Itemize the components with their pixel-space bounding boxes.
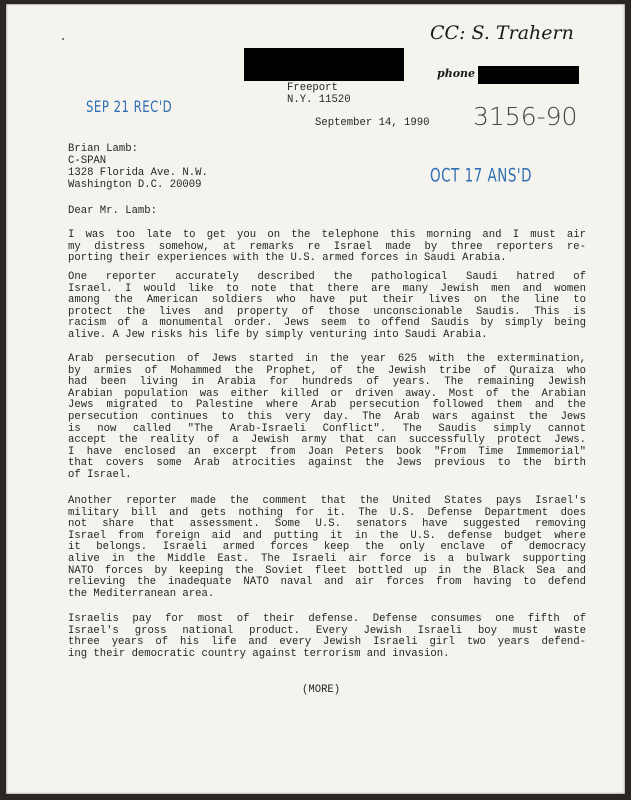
- text-line: porting their experiences with the U.S. armed forces in Saudi Arabia.: [68, 252, 507, 265]
- phone-label: phone: [437, 67, 476, 80]
- text-line: among the American soldiers who have put their lives on the line to: [68, 294, 586, 307]
- recipient-name: Brian Lamb:: [68, 143, 138, 155]
- text-line: Jews migrated to Palestine where Arab persecution followed them and the: [68, 399, 586, 412]
- text-line: Israel's gross national product. Every Jewish Israeli boy must waste: [68, 624, 586, 637]
- text-line: alive in the Middle East. The Israeli air force is a bulwark supporting: [68, 552, 586, 565]
- text-line: had been living in Arabia for hundreds of years. The remaining Jewish: [68, 376, 586, 389]
- text-line: by armies of Mohammed the Prophet, of the Jewish tribe of Quraiza who: [68, 364, 586, 377]
- text-line: Arabian population was either killed or driven away. Most of the Arabian: [68, 387, 586, 400]
- text-line: Another reporter made the comment that the United States pays Israel's: [68, 495, 586, 507]
- paragraph-1: [68, 230, 586, 265]
- paragraph-5: [68, 614, 586, 660]
- text-line: protect the lives and property of those unconscionable Saudis. This is: [68, 305, 586, 318]
- paragraph-2: [68, 272, 586, 342]
- salutation: Dear Mr. Lamb:: [68, 205, 158, 217]
- letter-page: [6, 4, 625, 794]
- received-stamp: SEP 21 REC'D: [86, 98, 173, 117]
- text-line: Israel from foreign aid and putting it in the U.S. defense budget where: [68, 529, 586, 542]
- sender-city: Freeport: [287, 82, 338, 94]
- text-line: Israelis pay for most of their defense. Defense consumes one fifth of: [68, 613, 586, 625]
- text-line: military bill and gets nothing for it. The U.S. Defense Department does: [68, 506, 586, 519]
- more-indicator: (MORE): [302, 684, 341, 696]
- text-line: racism of a monumental order. Jews seem to offend Saudis by simply being: [68, 317, 586, 330]
- text-line: accept the reality of a Jewish army that can successfully protect Jews.: [68, 434, 586, 447]
- text-line: Arab persecution of Jews started in the year 625 with the extermination,: [68, 353, 586, 365]
- text-line: persecution continues to this very day. The Arab wars against the Jews: [68, 410, 586, 423]
- handwritten-cc: CC: S. Trahern: [430, 22, 574, 44]
- paper-speck: [62, 38, 64, 40]
- text-line: Israel. I would like to note that there are many Jewish men and women: [68, 282, 586, 295]
- recipient-city: Washington D.C. 20009: [68, 179, 202, 191]
- text-line: of Israel.: [68, 468, 132, 481]
- text-line: I was too late to get you on the telephone this morning and I must air: [68, 229, 586, 241]
- redacted-phone: [478, 66, 579, 84]
- redacted-name: [244, 48, 404, 81]
- text-line: NATO forces by keeping the Soviet fleet bottled up in the Black Sea and: [68, 564, 586, 577]
- text-line: is now called "The Arab-Israeli Conflict". The Saudis simply cannot: [68, 422, 586, 435]
- recipient-street: 1328 Florida Ave. N.W.: [68, 167, 208, 179]
- letter-date: September 14, 1990: [315, 117, 430, 129]
- paragraph-3: [68, 354, 586, 482]
- paragraph-4: [68, 496, 586, 600]
- text-line: that covers some Arab atrocities against the Jews previous to the birth: [68, 457, 586, 470]
- text-line: One reporter accurately described the pathological Saudi hatred of: [68, 271, 586, 283]
- text-line: the Mediterranean area.: [68, 587, 215, 600]
- sender-state-zip: N.Y. 11520: [287, 94, 351, 106]
- text-line: I have enclosed an excerpt from Joan Peters book "From Time Immemorial": [68, 445, 586, 458]
- handwritten-ref-number: 3156-90: [473, 102, 578, 131]
- text-line: not share that assessment. Some U.S. senators have suggested removing: [68, 518, 586, 531]
- recipient-org: C-SPAN: [68, 155, 107, 167]
- text-line: alive. A Jew risks his life by simply venturing into Saudi Arabia.: [68, 328, 488, 341]
- text-line: relieving the inadequate NATO naval and air forces from having to defend: [68, 576, 586, 589]
- text-line: three years of his life and every Jewish Israeli girl two years defend-: [68, 636, 586, 649]
- text-line: my distress somehow, at remarks re Israel made by three reporters re-: [68, 240, 586, 253]
- text-line: it belongs. Israeli armed forces keep the only enclave of democracy: [68, 541, 586, 554]
- text-line: ing their democratic country against terrorism and invasion.: [68, 647, 450, 660]
- answered-stamp: OCT 17 ANS'D: [430, 164, 533, 187]
